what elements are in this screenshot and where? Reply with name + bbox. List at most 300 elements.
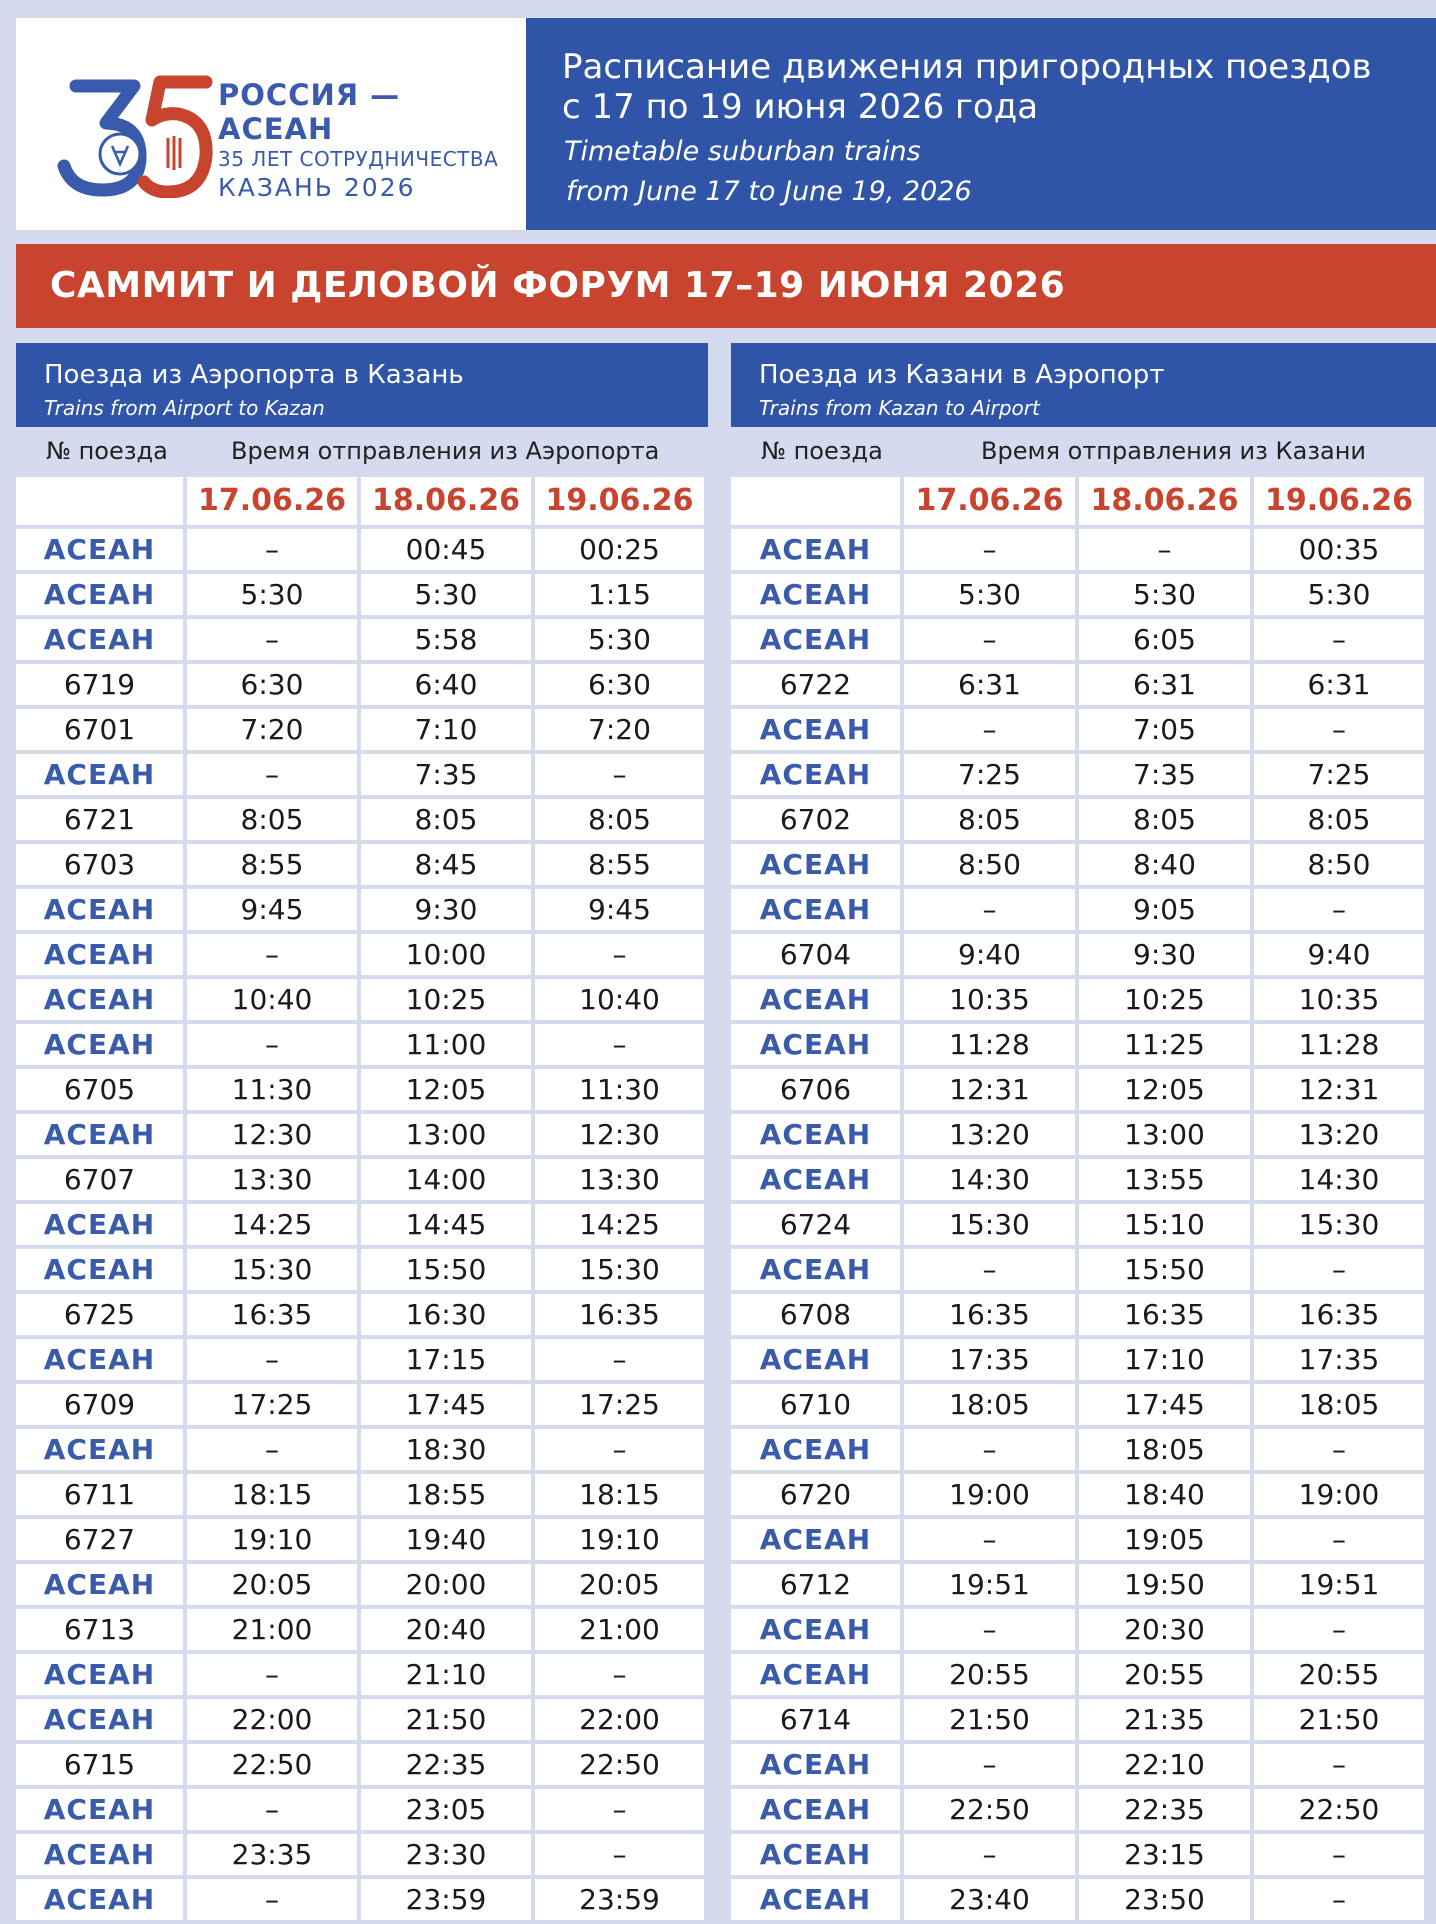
- departure-time-cell: 9:45: [535, 889, 704, 930]
- departure-time-cell: –: [187, 934, 357, 975]
- departure-time-cell: 17:45: [361, 1384, 531, 1425]
- departure-time-cell: –: [1254, 1879, 1424, 1920]
- table-row: [16, 1069, 704, 1110]
- table-row: [731, 1114, 1424, 1155]
- table-row: [731, 1429, 1424, 1470]
- section-title-ru: Поезда из Аэропорта в Казань: [44, 360, 464, 390]
- table-row: [731, 754, 1424, 795]
- departure-time-cell: –: [187, 619, 357, 660]
- train-number-cell: 6714: [731, 1699, 900, 1740]
- date-header-blank: [16, 477, 183, 525]
- train-number-cell: 6727: [16, 1519, 183, 1560]
- date-header-row: [731, 477, 1424, 525]
- departure-time-cell: 18:55: [361, 1474, 531, 1515]
- table-row: [16, 1834, 704, 1875]
- train-number-cell: 6724: [731, 1204, 900, 1245]
- departure-time-cell: 16:30: [361, 1294, 531, 1335]
- table-row: [16, 889, 704, 930]
- departure-time-cell: 10:40: [187, 979, 357, 1020]
- departure-time-cell: 13:00: [1079, 1114, 1250, 1155]
- departure-time-cell: –: [187, 1024, 357, 1065]
- departure-time-cell: 10:25: [361, 979, 531, 1020]
- table-row: [731, 1249, 1424, 1290]
- train-number-cell: АСЕАН: [731, 529, 900, 570]
- departure-time-cell: –: [535, 1789, 704, 1830]
- departure-time-cell: 11:30: [187, 1069, 357, 1110]
- departure-time-cell: 19:10: [535, 1519, 704, 1560]
- train-number-cell: 6719: [16, 664, 183, 705]
- departure-time-cell: 19:00: [1254, 1474, 1424, 1515]
- table-row: [731, 1159, 1424, 1200]
- departure-time-cell: 23:35: [187, 1834, 357, 1875]
- departure-time-cell: –: [535, 1654, 704, 1695]
- departure-time-cell: 9:30: [361, 889, 531, 930]
- departure-time-cell: 12:30: [187, 1114, 357, 1155]
- departure-time-cell: –: [1254, 619, 1424, 660]
- departure-time-cell: 7:25: [904, 754, 1075, 795]
- train-number-cell: АСЕАН: [16, 1699, 183, 1740]
- departure-time-cell: 1:15: [535, 574, 704, 615]
- train-number-cell: 6702: [731, 799, 900, 840]
- table-row: [731, 1879, 1424, 1920]
- departure-time-cell: 23:15: [1079, 1834, 1250, 1875]
- train-number-cell: АСЕАН: [731, 1789, 900, 1830]
- table-row: [731, 979, 1424, 1020]
- table-row: [16, 1744, 704, 1785]
- departure-time-cell: –: [1254, 709, 1424, 750]
- train-number-cell: АСЕАН: [731, 1429, 900, 1470]
- train-number-cell: 6708: [731, 1294, 900, 1335]
- departure-time-cell: 17:35: [1254, 1339, 1424, 1380]
- logo-line1: РОССИЯ — АСЕАН: [218, 78, 401, 146]
- date-header: 19.06.26: [1254, 477, 1424, 525]
- train-number-cell: АСЕАН: [731, 979, 900, 1020]
- departure-time-cell: 19:51: [1254, 1564, 1424, 1605]
- departure-time-cell: 18:40: [1079, 1474, 1250, 1515]
- departure-time-cell: 20:05: [187, 1564, 357, 1605]
- schedule-table: [727, 473, 1428, 1924]
- departure-time-cell: –: [904, 709, 1075, 750]
- departure-time-cell: –: [535, 934, 704, 975]
- departure-time-cell: –: [187, 529, 357, 570]
- table-row: [16, 1789, 704, 1830]
- departure-time-cell: –: [904, 1249, 1075, 1290]
- table-row: [16, 979, 704, 1020]
- departure-time-cell: 00:45: [361, 529, 531, 570]
- table-row: [16, 1294, 704, 1335]
- train-number-cell: АСЕАН: [731, 1114, 900, 1155]
- departure-time-cell: 23:40: [904, 1879, 1075, 1920]
- departure-time-cell: 12:31: [1254, 1069, 1424, 1110]
- departure-time-cell: –: [904, 1609, 1075, 1650]
- departure-time-cell: 00:35: [1254, 529, 1424, 570]
- train-number-cell: 6710: [731, 1384, 900, 1425]
- departure-time-cell: –: [1254, 1249, 1424, 1290]
- departure-time-cell: 7:05: [1079, 709, 1250, 750]
- train-number-cell: АСЕАН: [731, 1024, 900, 1065]
- train-number-cell: 6712: [731, 1564, 900, 1605]
- departure-time-cell: 15:30: [535, 1249, 704, 1290]
- departure-time-cell: –: [1254, 1609, 1424, 1650]
- departure-time-header: Время отправления из Казани: [981, 437, 1367, 465]
- departure-time-cell: 22:35: [1079, 1789, 1250, 1830]
- section-title-ru: Поезда из Казани в Аэропорт: [759, 360, 1165, 390]
- departure-time-cell: 11:28: [904, 1024, 1075, 1065]
- train-number-cell: АСЕАН: [16, 1204, 183, 1245]
- departure-time-cell: 6:31: [1254, 664, 1424, 705]
- train-number-cell: 6701: [16, 709, 183, 750]
- departure-time-cell: 6:31: [904, 664, 1075, 705]
- departure-time-cell: 21:50: [904, 1699, 1075, 1740]
- departure-time-cell: 8:55: [535, 844, 704, 885]
- departure-time-cell: 12:31: [904, 1069, 1075, 1110]
- departure-time-cell: 19:00: [904, 1474, 1075, 1515]
- departure-time-cell: 15:10: [1079, 1204, 1250, 1245]
- departure-time-cell: 14:00: [361, 1159, 531, 1200]
- departure-time-cell: 21:00: [535, 1609, 704, 1650]
- departure-time-cell: 15:50: [361, 1249, 531, 1290]
- departure-time-cell: 7:10: [361, 709, 531, 750]
- train-number-cell: 6709: [16, 1384, 183, 1425]
- table-row: [731, 664, 1424, 705]
- table-row: [731, 1384, 1424, 1425]
- logo-line3: КАЗАНЬ 2026: [218, 173, 416, 202]
- table-row: [731, 1654, 1424, 1695]
- title-ru-line1: Расписание движения пригородных поездов: [562, 47, 1372, 87]
- table-row: [731, 1024, 1424, 1065]
- departure-time-cell: 12:05: [361, 1069, 531, 1110]
- departure-time-cell: 9:45: [187, 889, 357, 930]
- train-number-cell: АСЕАН: [16, 1879, 183, 1920]
- table-row: [16, 1609, 704, 1650]
- departure-time-cell: 8:05: [361, 799, 531, 840]
- table-row: [16, 529, 704, 570]
- departure-time-cell: 21:00: [187, 1609, 357, 1650]
- departure-time-cell: 17:15: [361, 1339, 531, 1380]
- departure-time-cell: 8:05: [187, 799, 357, 840]
- departure-time-cell: 17:25: [187, 1384, 357, 1425]
- departure-time-cell: 7:35: [1079, 754, 1250, 795]
- departure-time-cell: –: [535, 754, 704, 795]
- departure-time-cell: –: [904, 619, 1075, 660]
- departure-time-cell: 7:25: [1254, 754, 1424, 795]
- departure-time-cell: 21:10: [361, 1654, 531, 1695]
- train-number-cell: АСЕАН: [16, 1564, 183, 1605]
- title-panel: [526, 18, 1436, 230]
- title-en-line2: from June 17 to June 19, 2026: [566, 176, 972, 207]
- train-number-cell: 6721: [16, 799, 183, 840]
- departure-time-cell: 20:55: [1254, 1654, 1424, 1695]
- russia-asean-35-logo-icon: [56, 68, 216, 198]
- departure-time-cell: 6:31: [1079, 664, 1250, 705]
- table-row: [16, 1564, 704, 1605]
- table-row: [731, 1519, 1424, 1560]
- departure-time-cell: 23:50: [1079, 1879, 1250, 1920]
- departure-time-cell: 13:55: [1079, 1159, 1250, 1200]
- title-en-line1: Timetable suburban trains: [564, 136, 921, 167]
- train-number-cell: АСЕАН: [16, 529, 183, 570]
- departure-time-cell: 8:40: [1079, 844, 1250, 885]
- table-row: [731, 1834, 1424, 1875]
- departure-time-cell: 23:59: [361, 1879, 531, 1920]
- train-number-cell: АСЕАН: [731, 1519, 900, 1560]
- table-row: [16, 1204, 704, 1245]
- table-row: [731, 1294, 1424, 1335]
- departure-time-cell: 14:25: [187, 1204, 357, 1245]
- departure-time-cell: 17:10: [1079, 1339, 1250, 1380]
- departure-time-cell: 19:51: [904, 1564, 1075, 1605]
- train-number-cell: АСЕАН: [731, 754, 900, 795]
- departure-time-cell: 20:55: [904, 1654, 1075, 1695]
- departure-time-cell: –: [187, 1339, 357, 1380]
- departure-time-cell: 15:30: [904, 1204, 1075, 1245]
- departure-time-cell: 8:05: [535, 799, 704, 840]
- train-number-cell: АСЕАН: [731, 1654, 900, 1695]
- departure-time-cell: 10:35: [904, 979, 1075, 1020]
- departure-time-cell: 22:50: [904, 1789, 1075, 1830]
- departure-time-cell: –: [187, 754, 357, 795]
- departure-time-cell: 11:28: [1254, 1024, 1424, 1065]
- train-number-header: № поезда: [761, 437, 883, 465]
- departure-time-cell: 8:05: [1254, 799, 1424, 840]
- departure-time-cell: 23:30: [361, 1834, 531, 1875]
- departure-time-cell: –: [1254, 1744, 1424, 1785]
- train-number-cell: АСЕАН: [16, 934, 183, 975]
- departure-time-cell: 17:35: [904, 1339, 1075, 1380]
- departure-time-cell: 7:20: [187, 709, 357, 750]
- departure-time-cell: 8:45: [361, 844, 531, 885]
- departure-time-cell: 19:50: [1079, 1564, 1250, 1605]
- table-row: [16, 934, 704, 975]
- table-row: [16, 619, 704, 660]
- table-row: [731, 619, 1424, 660]
- departure-time-cell: 5:30: [1079, 574, 1250, 615]
- table-row: [16, 709, 704, 750]
- airport-to-kazan-section: [16, 343, 708, 1924]
- departure-time-cell: –: [904, 529, 1075, 570]
- event-banner: [16, 244, 1436, 328]
- train-number-cell: АСЕАН: [731, 619, 900, 660]
- train-number-cell: АСЕАН: [16, 754, 183, 795]
- train-number-cell: АСЕАН: [731, 1159, 900, 1200]
- train-number-cell: АСЕАН: [16, 574, 183, 615]
- departure-time-cell: 22:50: [187, 1744, 357, 1785]
- table-row: [731, 1069, 1424, 1110]
- departure-time-cell: 12:30: [535, 1114, 704, 1155]
- train-number-cell: 6720: [731, 1474, 900, 1515]
- table-row: [731, 889, 1424, 930]
- departure-time-cell: –: [904, 1834, 1075, 1875]
- departure-time-cell: 13:00: [361, 1114, 531, 1155]
- section-title-en: Trains from Airport to Kazan: [44, 396, 325, 420]
- departure-time-cell: 6:30: [187, 664, 357, 705]
- table-row: [16, 1519, 704, 1560]
- departure-time-cell: 22:35: [361, 1744, 531, 1785]
- departure-time-cell: 22:50: [535, 1744, 704, 1785]
- table-row: [16, 1654, 704, 1695]
- train-number-cell: АСЕАН: [731, 1744, 900, 1785]
- departure-time-cell: –: [187, 1879, 357, 1920]
- train-number-cell: АСЕАН: [16, 889, 183, 930]
- train-number-cell: 6715: [16, 1744, 183, 1785]
- departure-time-cell: 9:30: [1079, 934, 1250, 975]
- table-row: [16, 1249, 704, 1290]
- section-header: [16, 343, 708, 427]
- departure-time-cell: 10:25: [1079, 979, 1250, 1020]
- table-row: [731, 1204, 1424, 1245]
- departure-time-cell: 8:05: [904, 799, 1075, 840]
- departure-time-cell: –: [535, 1834, 704, 1875]
- table-row: [731, 799, 1424, 840]
- train-number-cell: 6707: [16, 1159, 183, 1200]
- departure-time-cell: 14:45: [361, 1204, 531, 1245]
- departure-time-cell: 5:30: [904, 574, 1075, 615]
- departure-time-cell: –: [1254, 1519, 1424, 1560]
- departure-time-cell: 10:00: [361, 934, 531, 975]
- departure-time-header: Время отправления из Аэропорта: [231, 437, 660, 465]
- departure-time-cell: –: [1254, 1429, 1424, 1470]
- date-header: 17.06.26: [187, 477, 357, 525]
- train-number-cell: АСЕАН: [16, 1249, 183, 1290]
- departure-time-cell: 9:40: [1254, 934, 1424, 975]
- departure-time-cell: 23:05: [361, 1789, 531, 1830]
- table-row: [16, 1024, 704, 1065]
- train-number-cell: АСЕАН: [731, 1249, 900, 1290]
- date-header: 18.06.26: [361, 477, 531, 525]
- table-row: [731, 844, 1424, 885]
- table-row: [731, 934, 1424, 975]
- table-row: [731, 1789, 1424, 1830]
- departure-time-cell: 19:10: [187, 1519, 357, 1560]
- departure-time-cell: 18:15: [535, 1474, 704, 1515]
- train-number-cell: АСЕАН: [731, 844, 900, 885]
- table-row: [16, 799, 704, 840]
- departure-time-cell: 14:25: [535, 1204, 704, 1245]
- departure-time-cell: 15:30: [187, 1249, 357, 1290]
- departure-time-cell: 16:35: [1079, 1294, 1250, 1335]
- departure-time-cell: 20:00: [361, 1564, 531, 1605]
- train-number-cell: АСЕАН: [16, 1834, 183, 1875]
- table-row: [16, 1474, 704, 1515]
- departure-time-cell: 20:30: [1079, 1609, 1250, 1650]
- schedule-table: [12, 473, 708, 1924]
- date-header-row: [16, 477, 704, 525]
- departure-time-cell: 18:05: [1079, 1429, 1250, 1470]
- table-row: [731, 1609, 1424, 1650]
- table-row: [731, 1699, 1424, 1740]
- departure-time-cell: 6:05: [1079, 619, 1250, 660]
- banner-text: САММИТ И ДЕЛОВОЙ ФОРУМ 17–19 ИЮНЯ 2026: [50, 265, 1066, 306]
- departure-time-cell: 21:50: [361, 1699, 531, 1740]
- departure-time-cell: 7:20: [535, 709, 704, 750]
- departure-time-cell: 6:30: [535, 664, 704, 705]
- departure-time-cell: 18:05: [904, 1384, 1075, 1425]
- train-number-cell: 6722: [731, 664, 900, 705]
- departure-time-cell: 13:30: [535, 1159, 704, 1200]
- departure-time-cell: 9:05: [1079, 889, 1250, 930]
- train-number-cell: АСЕАН: [16, 619, 183, 660]
- train-number-cell: 6725: [16, 1294, 183, 1335]
- departure-time-cell: 10:40: [535, 979, 704, 1020]
- train-number-cell: АСЕАН: [16, 979, 183, 1020]
- departure-time-cell: 5:58: [361, 619, 531, 660]
- departure-time-cell: 5:30: [1254, 574, 1424, 615]
- title-ru-line2: с 17 по 19 июня 2026 года: [562, 87, 1039, 127]
- table-row: [16, 1879, 704, 1920]
- departure-time-cell: 18:30: [361, 1429, 531, 1470]
- departure-time-cell: 22:50: [1254, 1789, 1424, 1830]
- train-number-cell: 6713: [16, 1609, 183, 1650]
- departure-time-cell: 16:35: [904, 1294, 1075, 1335]
- date-header: 17.06.26: [904, 477, 1075, 525]
- train-number-cell: АСЕАН: [16, 1114, 183, 1155]
- departure-time-cell: 19:40: [361, 1519, 531, 1560]
- departure-time-cell: 23:59: [535, 1879, 704, 1920]
- train-number-cell: АСЕАН: [731, 709, 900, 750]
- departure-time-cell: 18:05: [1254, 1384, 1424, 1425]
- departure-time-cell: 9:40: [904, 934, 1075, 975]
- departure-time-cell: 11:25: [1079, 1024, 1250, 1065]
- departure-time-cell: 15:30: [1254, 1204, 1424, 1245]
- table-row: [731, 709, 1424, 750]
- table-row: [731, 574, 1424, 615]
- departure-time-cell: 17:25: [535, 1384, 704, 1425]
- departure-time-cell: –: [904, 1744, 1075, 1785]
- departure-time-cell: –: [535, 1429, 704, 1470]
- logo-text: [218, 78, 526, 204]
- table-row: [16, 1699, 704, 1740]
- departure-time-cell: 7:35: [361, 754, 531, 795]
- departure-time-cell: 17:45: [1079, 1384, 1250, 1425]
- departure-time-cell: –: [904, 1429, 1075, 1470]
- departure-time-cell: 5:30: [361, 574, 531, 615]
- table-row: [16, 844, 704, 885]
- train-number-cell: АСЕАН: [731, 1609, 900, 1650]
- departure-time-cell: –: [1254, 1834, 1424, 1875]
- departure-time-cell: 22:00: [187, 1699, 357, 1740]
- departure-time-cell: 6:40: [361, 664, 531, 705]
- departure-time-cell: –: [1079, 529, 1250, 570]
- departure-time-cell: 22:00: [535, 1699, 704, 1740]
- departure-time-cell: 18:15: [187, 1474, 357, 1515]
- departure-time-cell: –: [1254, 889, 1424, 930]
- table-row: [16, 664, 704, 705]
- train-number-cell: 6703: [16, 844, 183, 885]
- train-number-cell: 6706: [731, 1069, 900, 1110]
- table-row: [731, 1564, 1424, 1605]
- table-row: [731, 529, 1424, 570]
- departure-time-cell: 8:50: [1254, 844, 1424, 885]
- departure-time-cell: 5:30: [187, 574, 357, 615]
- section-title-en: Trains from Kazan to Airport: [759, 396, 1040, 420]
- departure-time-cell: 19:05: [1079, 1519, 1250, 1560]
- date-header: 18.06.26: [1079, 477, 1250, 525]
- table-row: [731, 1744, 1424, 1785]
- departure-time-cell: 8:50: [904, 844, 1075, 885]
- table-row: [16, 1114, 704, 1155]
- departure-time-cell: –: [187, 1789, 357, 1830]
- section-header: [731, 343, 1436, 427]
- train-number-cell: 6704: [731, 934, 900, 975]
- departure-time-cell: 16:35: [535, 1294, 704, 1335]
- table-row: [731, 1339, 1424, 1380]
- departure-time-cell: 20:55: [1079, 1654, 1250, 1695]
- departure-time-cell: 11:00: [361, 1024, 531, 1065]
- departure-time-cell: –: [187, 1429, 357, 1470]
- departure-time-cell: 13:20: [1254, 1114, 1424, 1155]
- departure-time-cell: 15:50: [1079, 1249, 1250, 1290]
- train-number-cell: АСЕАН: [16, 1339, 183, 1380]
